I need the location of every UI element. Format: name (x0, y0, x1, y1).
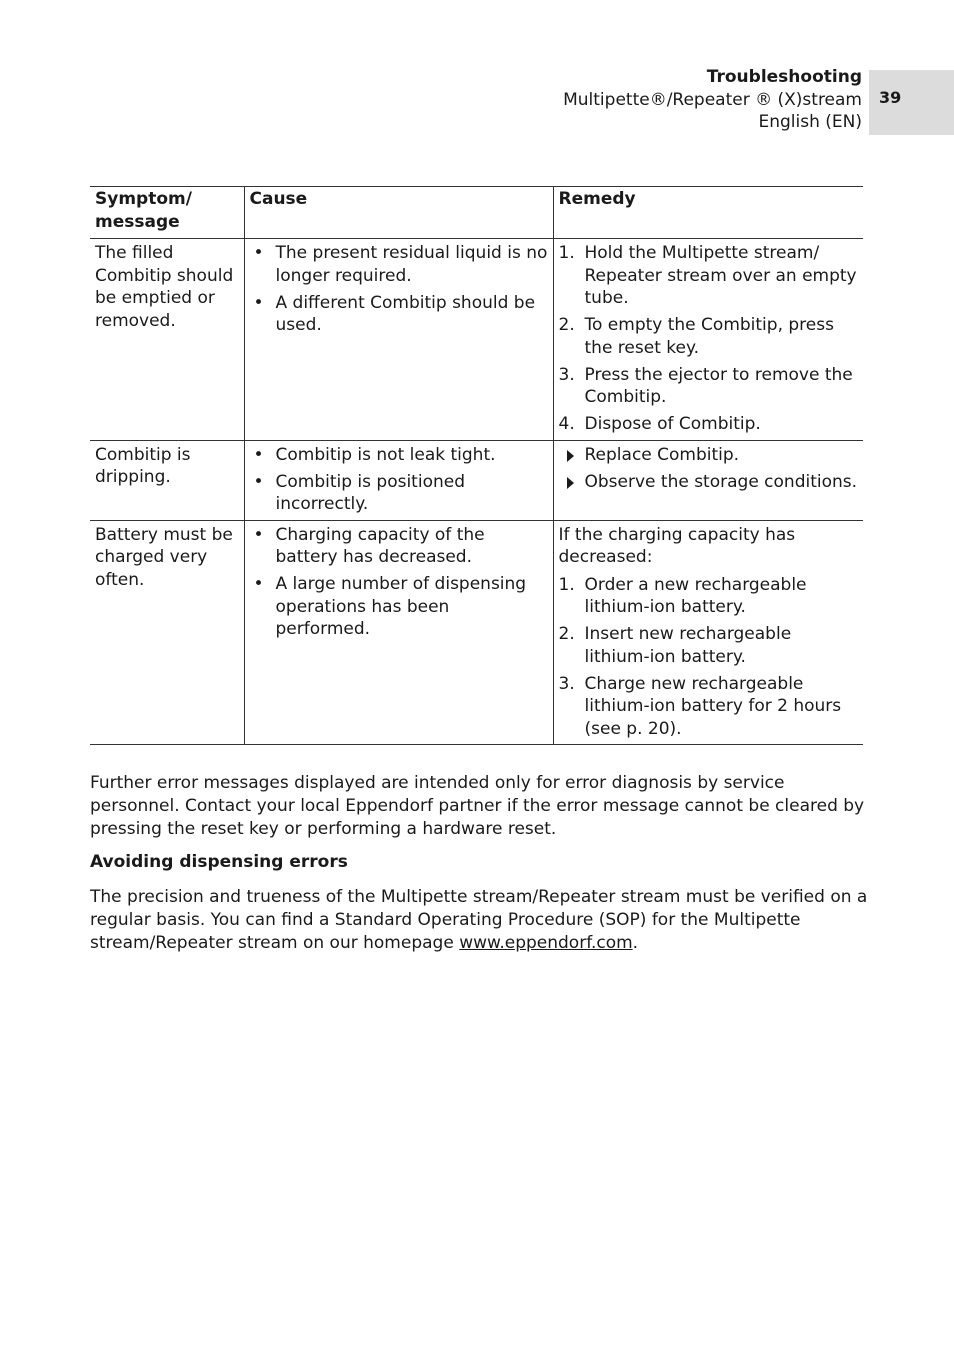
cause-list (250, 444, 549, 516)
symptom-cell: Combitip is dripping. (90, 440, 244, 520)
list-item (559, 471, 860, 494)
remedy-text: Charge new rechargeable lithium-ion battery for 2 hours (see p. 20). (584, 673, 842, 739)
header-remedy: Remedy (553, 187, 863, 239)
bullet-icon: • (253, 574, 264, 594)
list-item (559, 242, 860, 310)
remedy-cell (553, 239, 863, 441)
list-item (559, 623, 860, 668)
list-item (250, 573, 549, 641)
list-item (559, 413, 860, 436)
step-number: 4. (558, 414, 575, 434)
page-header (563, 66, 862, 134)
arrow-right-icon (567, 450, 574, 462)
cause-cell (244, 440, 553, 520)
remedy-text: Press the ejector to remove the Combitip. (584, 364, 853, 407)
symptom-cell: Battery must be charged very often. (90, 520, 244, 745)
list-item (250, 292, 549, 337)
step-number: 3. (558, 364, 575, 385)
list-item (250, 444, 549, 467)
table-body (90, 239, 863, 745)
cause-text: A large number of dispensing operations has been performed. (275, 574, 527, 639)
language-label: English (EN) (758, 112, 862, 132)
error-messages-paragraph: Further error messages displayed are intended only for error diagnosis by service personnel. Contact your local Eppendorf partner if the error message cannot be cleared by pressing the reset key or performing a hardware reset. (90, 773, 865, 839)
step-number: 2. (558, 315, 575, 335)
table-row (90, 440, 863, 520)
remedy-list (559, 242, 860, 436)
remedy-list (559, 444, 860, 494)
cause-text: Charging capacity of the battery has decreased. (275, 524, 485, 567)
cause-list (250, 242, 549, 337)
product-name: Multipette®/Repeater ® (X)stream (563, 89, 862, 110)
list-item (559, 314, 860, 359)
cause-text: A different Combitip should be used. (275, 292, 536, 335)
cause-cell (244, 239, 553, 441)
header-symptom: Symptom/ message (90, 187, 244, 239)
bullet-icon: • (253, 444, 264, 465)
remedy-text: Hold the Multipette stream/ Repeater stream over an empty tube. (584, 243, 857, 308)
cause-list (250, 524, 549, 641)
header-cause: Cause (244, 187, 553, 239)
cause-cell (244, 520, 553, 745)
cause-text: Combitip is positioned incorrectly. (275, 471, 465, 514)
remedy-cell (553, 440, 863, 520)
list-item (250, 242, 549, 287)
remedy-intro: If the charging capacity has decreased: (558, 524, 796, 567)
remedy-text: Observe the storage conditions. (584, 471, 858, 492)
list-item (250, 471, 549, 516)
precision-paragraph (90, 886, 870, 954)
bullet-icon: • (253, 524, 264, 545)
remedy-text: Order a new rechargeable lithium-ion battery. (584, 574, 807, 617)
precision-end: . (632, 932, 639, 953)
step-number: 2. (558, 624, 575, 644)
list-item (559, 673, 860, 741)
cause-text: The present residual liquid is no longer required. (275, 243, 548, 286)
bullet-icon: • (253, 292, 264, 313)
remedy-cell (553, 520, 863, 745)
bullet-icon: • (253, 243, 264, 263)
remedy-text: Dispose of Combitip. (584, 414, 761, 434)
homepage-link[interactable]: www.eppendorf.com (459, 932, 633, 953)
precision-text: The precision and trueness of the Multipette stream/Repeater stream must be verified on a regular basis. You can find a Standard Operating Procedure (SOP) for the Multipette stream/Repeater stream on our homepage (90, 887, 868, 953)
bullet-icon: • (253, 471, 264, 492)
step-number: 3. (558, 673, 575, 694)
step-number: 1. (558, 574, 575, 595)
arrow-right-icon (567, 477, 574, 489)
list-item (250, 524, 549, 569)
list-item (559, 444, 860, 467)
list-item (559, 574, 860, 619)
table-header-row (90, 187, 863, 239)
cause-text: Combitip is not leak tight. (275, 444, 496, 465)
step-number: 1. (558, 243, 575, 263)
page-number-tab (869, 70, 954, 135)
list-item (559, 364, 860, 409)
remedy-text: To empty the Combitip, press the reset key. (584, 315, 834, 358)
remedy-list (559, 574, 860, 741)
remedy-text: Replace Combitip. (584, 444, 740, 465)
troubleshooting-table (90, 186, 863, 745)
remedy-text: Insert new rechargeable lithium-ion battery. (584, 624, 792, 667)
table-row (90, 520, 863, 745)
section-title: Troubleshooting (706, 67, 862, 87)
symptom-cell: The filled Combitip should be emptied or removed. (90, 239, 244, 441)
subheading: Avoiding dispensing errors (90, 852, 348, 872)
table-row (90, 239, 863, 441)
page-number: 39 (879, 88, 902, 107)
